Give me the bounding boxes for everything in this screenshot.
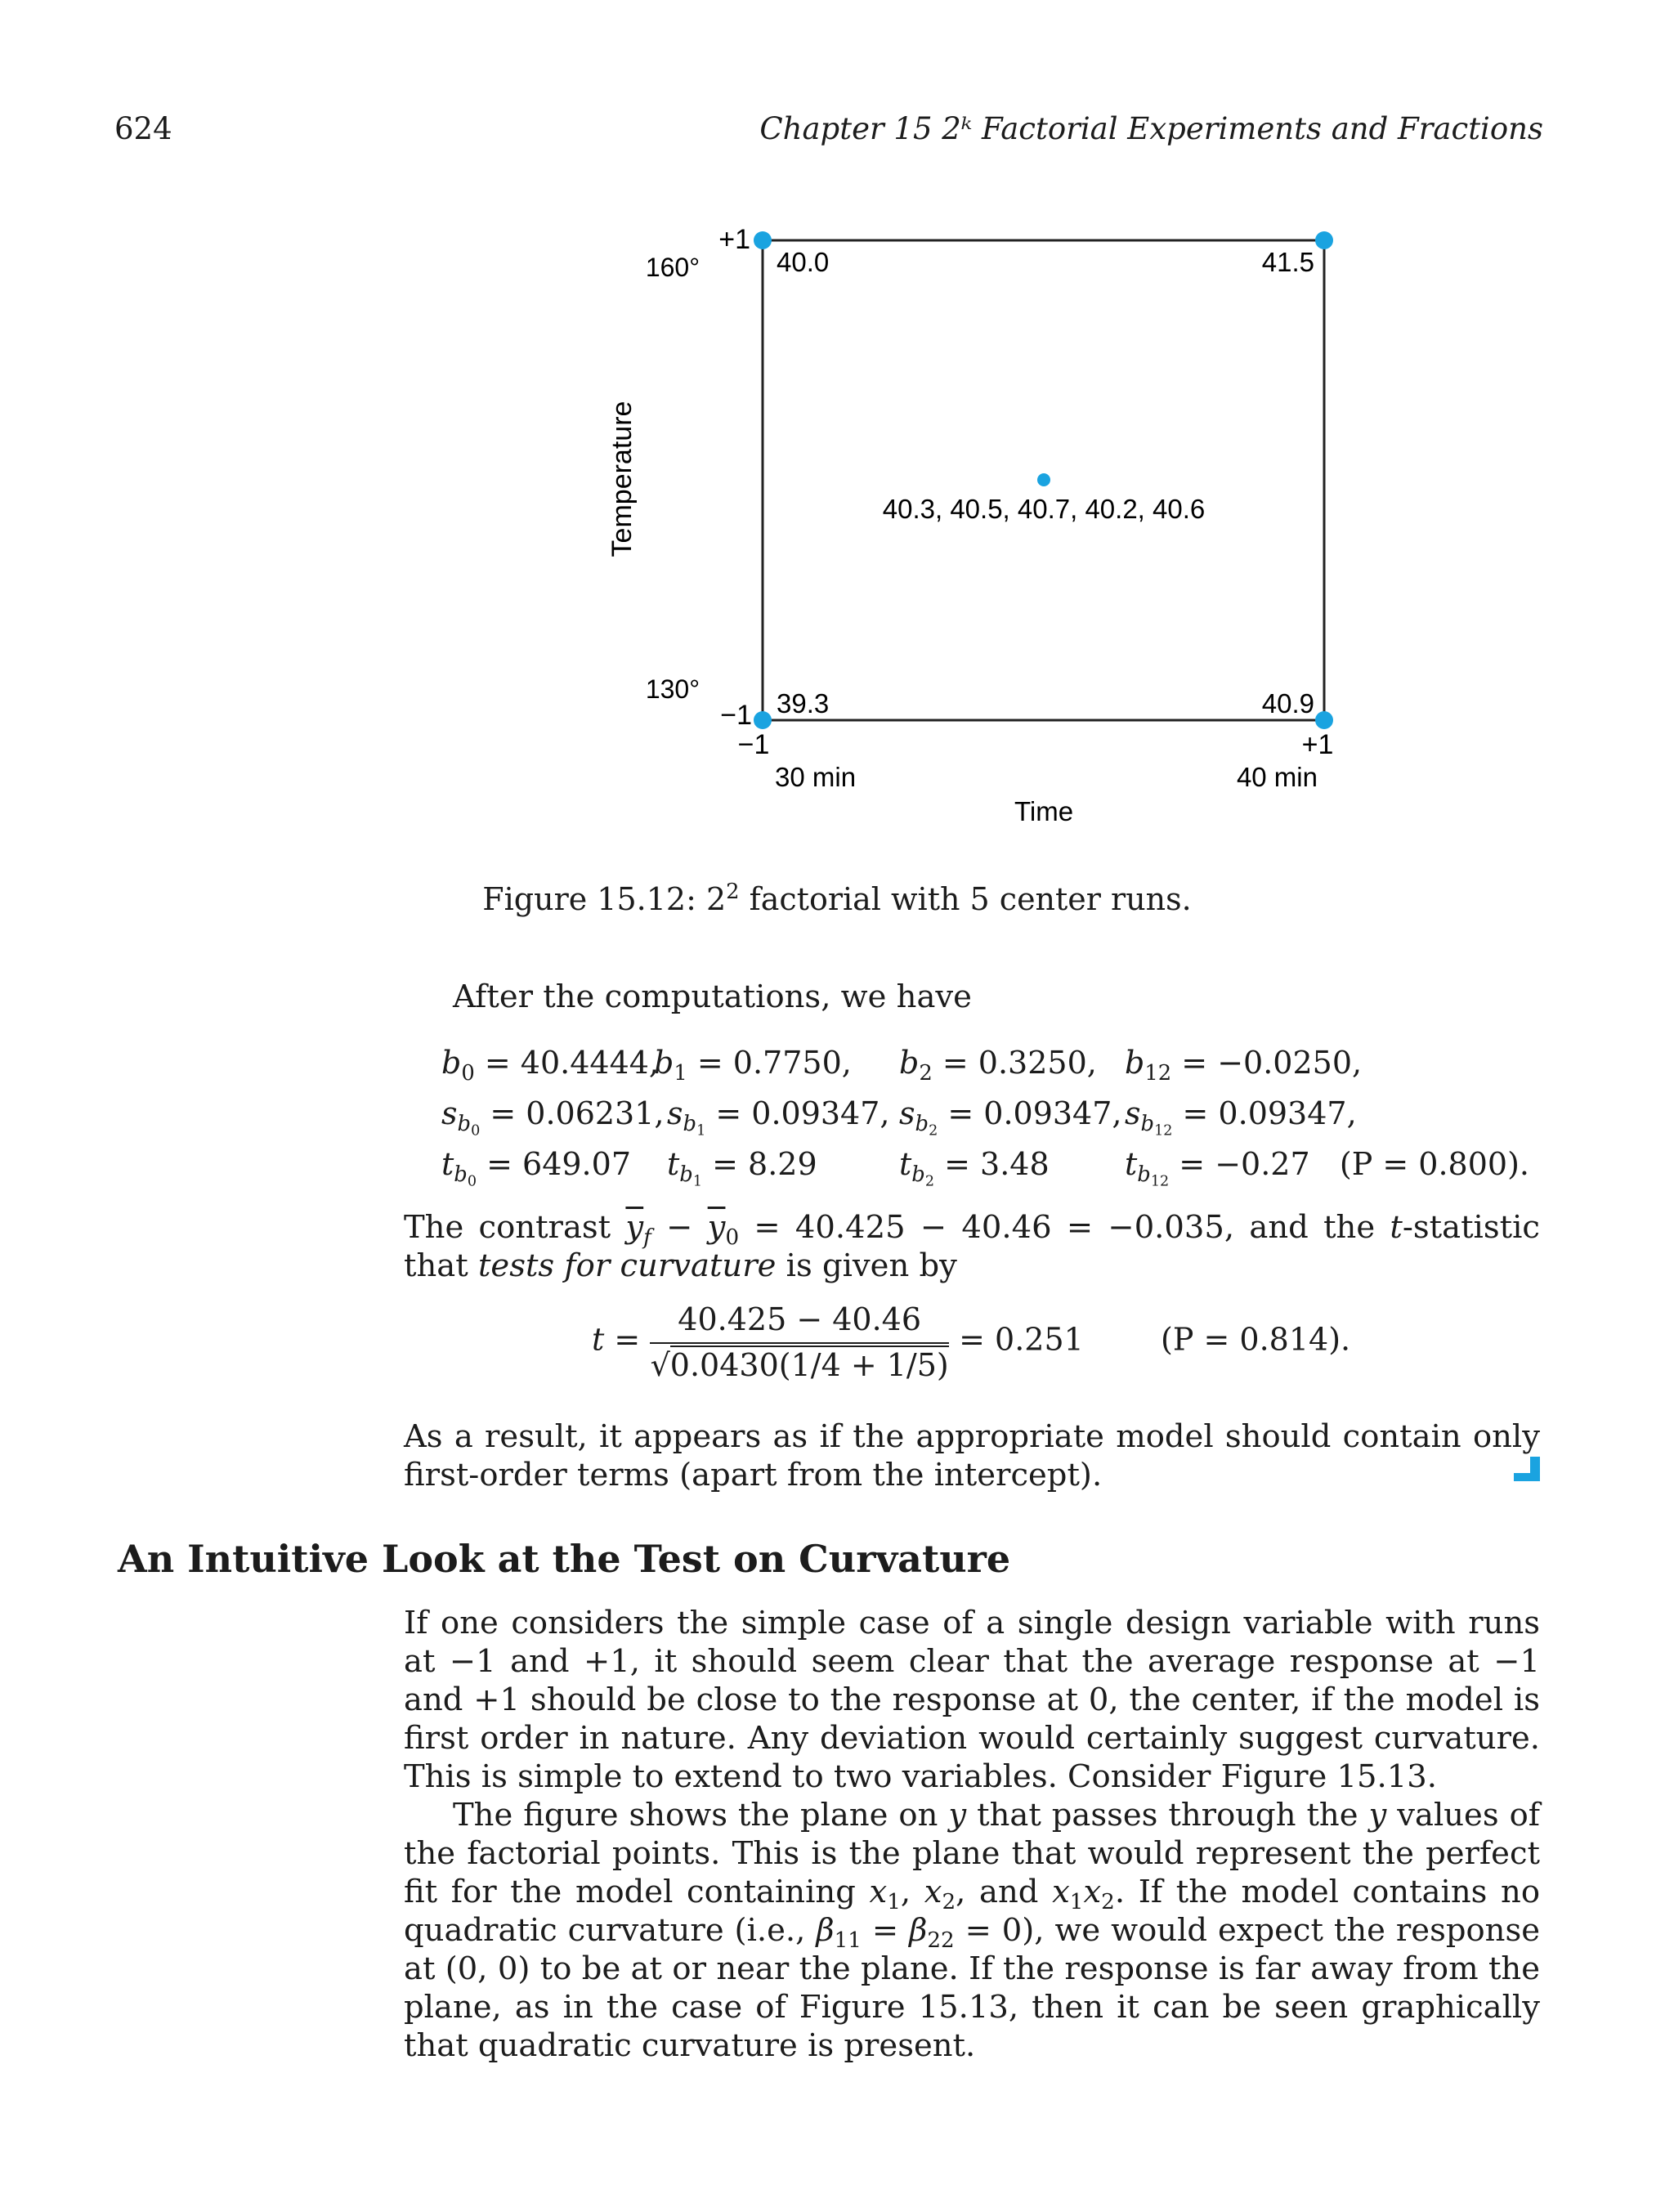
body-paragraph-1: If one considers the simple case of a single design variable with runs at −1 and +1, it should seem clear that the average response at −1 and +1 should be close to the response at 0, the center, if the model is first order in nature. Any deviation would certainly suggest curvature. This is simple to extend to two variables. Consider Figure 15.13. (404, 1605, 1540, 1795)
corner-value-top-left: 40.0 (777, 247, 830, 277)
result-paragraph: As a result, it appears as if the appropriate model should contain only first-order terms (apart from the intercept). (404, 1418, 1540, 1493)
coef-sb2: $s_{b_2} = 0.09347$, (899, 1095, 1122, 1140)
end-of-example-icon (1514, 1457, 1540, 1481)
design-point-bottom-left (754, 711, 772, 729)
x-high-coded: +1 (1301, 729, 1334, 760)
x-low-value: 30 min (775, 762, 857, 792)
contrast-paragraph: The contrast $\overline{y}_f - \overline{y}_0 = 40.425 - 40.46 = -0.035$, and the t-statistic that tests for curvature is given by (404, 1209, 1540, 1284)
y-high-coded: +1 (718, 224, 750, 255)
corner-value-bottom-left: 39.3 (777, 688, 830, 719)
figure-caption: Figure 15.12: $2^2$ factorial with 5 center runs. (482, 879, 1192, 917)
factorial-square-diagram (572, 221, 1439, 858)
coef-b1: $b_1 = 0.7750$, (654, 1045, 852, 1086)
coef-tb0: $t_{b_0} = 649.07$ (441, 1146, 631, 1190)
y-low-value: 130° (645, 674, 700, 704)
corner-value-bottom-right: 40.9 (1261, 688, 1314, 719)
after-computations-line: After the computations, we have (453, 978, 972, 1015)
y-axis-title: Temperature (606, 401, 638, 557)
coef-sb12: $s_{b_{12}} = 0.09347$, (1125, 1095, 1357, 1140)
coef-b2: $b_2 = 0.3250$, (899, 1045, 1097, 1086)
coef-tb2: $t_{b_2} = 3.48$ (899, 1146, 1050, 1190)
coef-b12: $b_{12} = -0.0250$, (1125, 1045, 1363, 1086)
section-heading: An Intuitive Look at the Test on Curvature (118, 1537, 1011, 1581)
running-head: Chapter 15 2ᵏ Factorial Experiments and Fractions (759, 111, 1543, 146)
design-point-center (1037, 473, 1050, 486)
design-point-top-right (1315, 231, 1333, 249)
coef-tb12: $t_{b_{12}} = -0.27$ (P = 0.800). (1125, 1146, 1529, 1190)
x-high-value: 40 min (1236, 762, 1318, 792)
page-number: 624 (114, 111, 172, 146)
coef-b0: $b_0 = 40.4444$, (441, 1045, 659, 1086)
body-paragraph-2: The figure shows the plane on y that passes through the y values of the factorial points. This is the plane that would represent the perfect fit for the model containing $x_1$, $x_2$, and $x_1x_2$. If the model contains no quadratic curvature (i.e., $\beta_{11} = \beta_{22} = 0$), we would expect the response at (0, 0) to be at or near the plane. If the response is far away from the plane, as in the case of Figure 15.13, then it can be seen graphically that quadratic curvature is present. (404, 1797, 1541, 2064)
t-statistic-equation: t = $\frac{40.425 - 40.46}{√0.0430(1/4 + 1/5)}$ = 0.251 (P = 0.814). (592, 1301, 1351, 1383)
y-high-value: 160° (645, 253, 700, 282)
design-point-top-left (754, 231, 772, 249)
design-point-bottom-right (1315, 711, 1333, 729)
coef-tb1: $t_{b_1} = 8.29$ (667, 1146, 817, 1190)
center-run-values: 40.3, 40.5, 40.7, 40.2, 40.6 (882, 494, 1206, 524)
coef-sb1: $s_{b_1} = 0.09347$, (667, 1095, 890, 1140)
t-fraction: $\frac{40.425 - 40.46}{√0.0430(1/4 + 1/5)}$ (650, 1301, 949, 1383)
factorial-figure (572, 221, 1439, 858)
coef-sb0: $s_{b_0} = 0.06231$, (441, 1095, 665, 1140)
x-low-coded: −1 (737, 729, 770, 760)
corner-value-top-right: 41.5 (1261, 247, 1314, 277)
x-axis-title: Time (1014, 796, 1074, 826)
y-low-coded: −1 (720, 700, 752, 731)
